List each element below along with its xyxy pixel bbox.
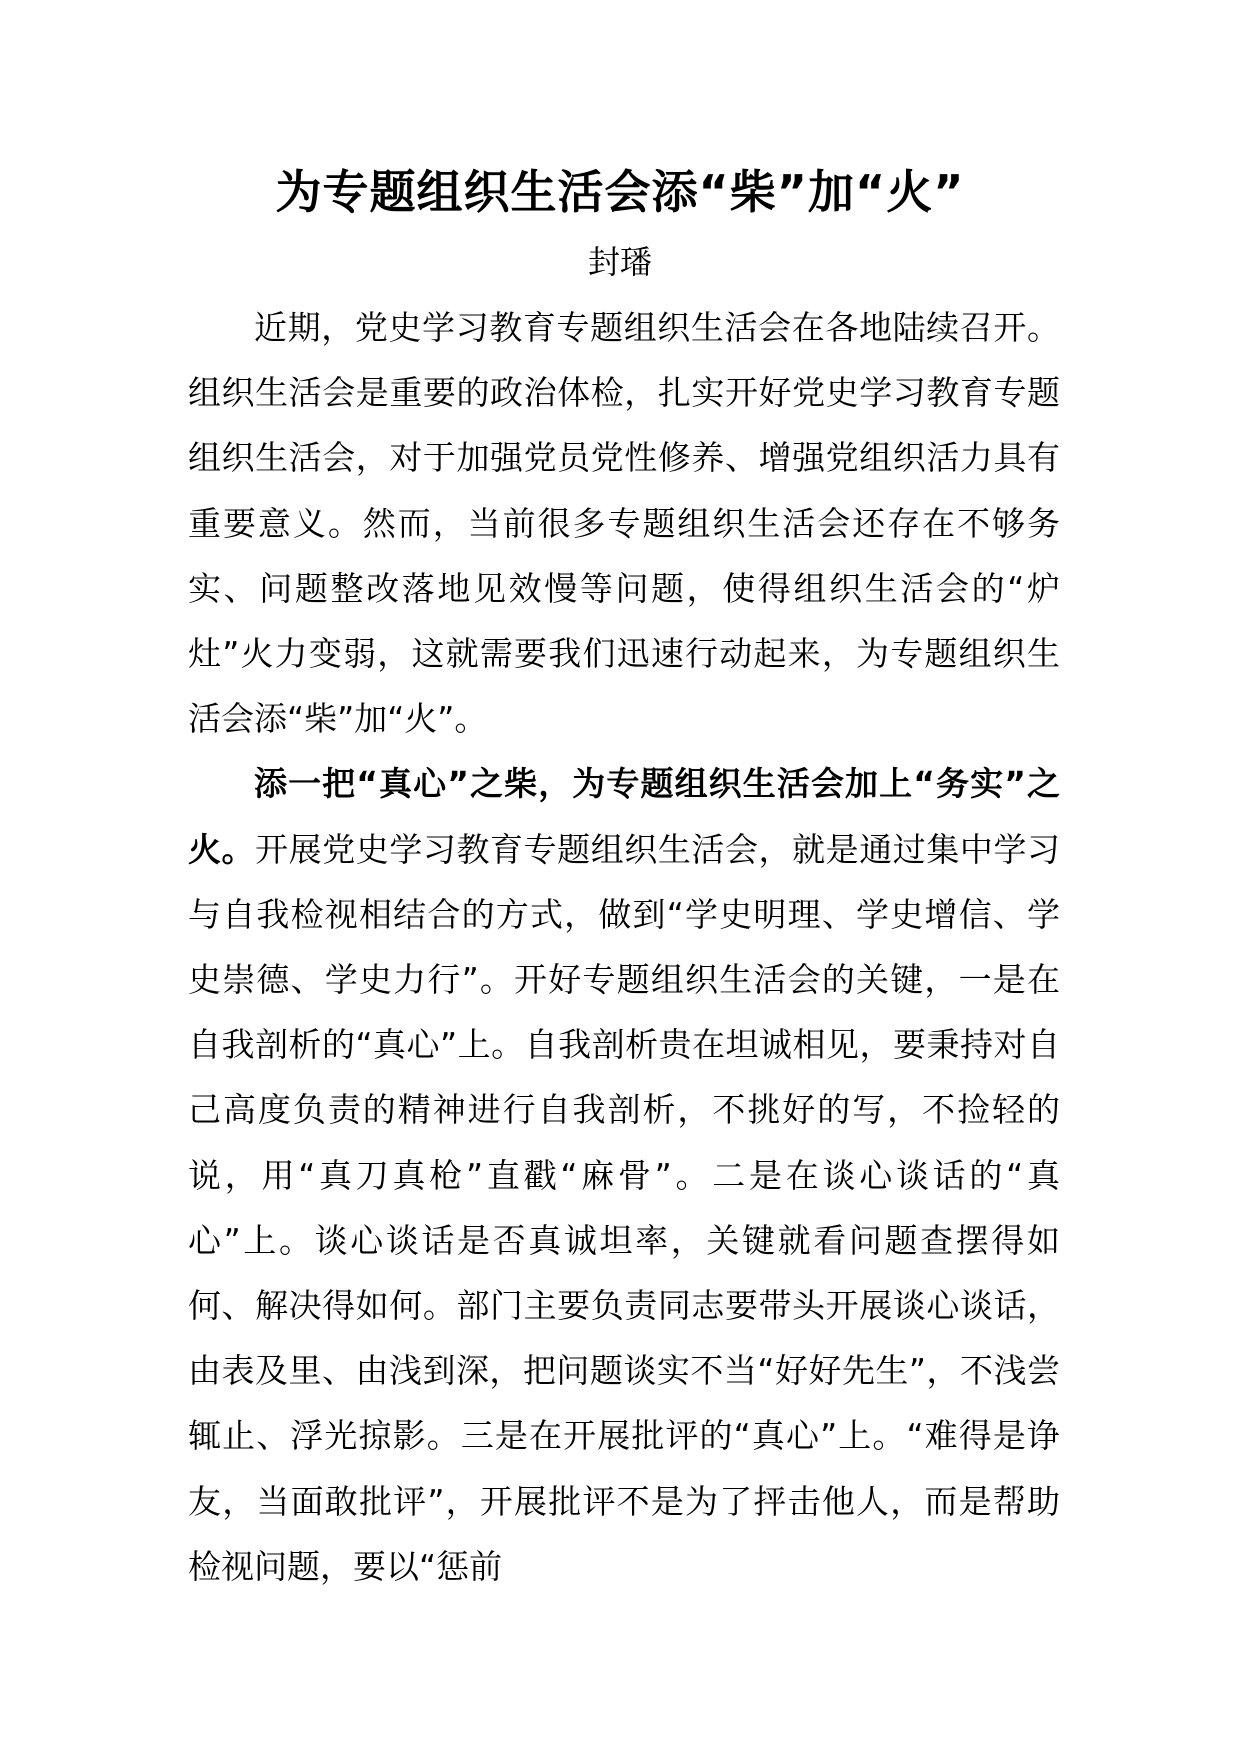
document-author: 封璠 bbox=[587, 243, 652, 281]
document-title: 为专题组织生活会添“柴”加“火” bbox=[275, 165, 965, 219]
section-1-text: 开展党史学习教育专题组织生活会，就是通过集中学习与自我检视相结合的方式，做到“学史明理、学史增信、学史崇德、学史力行”。开好专题组织生活会的关键，一是在自我剖析的“真心”上。自我剖析贵在坦诚相见，要秉持对自己高度负责的精神进行自我剖析，不挑好的写，不捡轻的说，用“真刀真枪”直戳“麻骨”。二是在谈心谈话的“真心”上。谈心谈话是否真诚坦率，关键就看问题查摆得如何、解决得如何。部门主要负责同志要带头开展谈心谈话，由表及里、由浅到深，把问题谈实不当“好好先生”，不浅尝辄止、浮光掠影。三是在开展批评的“真心”上。“难得是诤友，当面敢批评”，开展批评不是为了抨击他人，而是帮助检视问题，要以“惩前 bbox=[188, 829, 1061, 1586]
intro-paragraph: 近期，党史学习教育专题组织生活会在各地陆续召开。组织生活会是重要的政治体检，扎实开好党史学习教育专题组织生活会，对于加强党员党性修养、增强党组织活力具有重要意义。然而，当前很多专题组织生活会还存在不够务实、问题整改落地见效慢等问题，使得组织生活会的“炉灶”火力变弱，这就需要我们迅速行动起来，为专题组织生活会添“柴”加“火”。 bbox=[188, 308, 1060, 739]
section-1-paragraph bbox=[188, 751, 1060, 1599]
section-1-lead: 添一把“真心”之柴，为专题组织生活会加上“务实”之火。 bbox=[188, 764, 1060, 869]
document-body bbox=[188, 295, 1060, 1599]
